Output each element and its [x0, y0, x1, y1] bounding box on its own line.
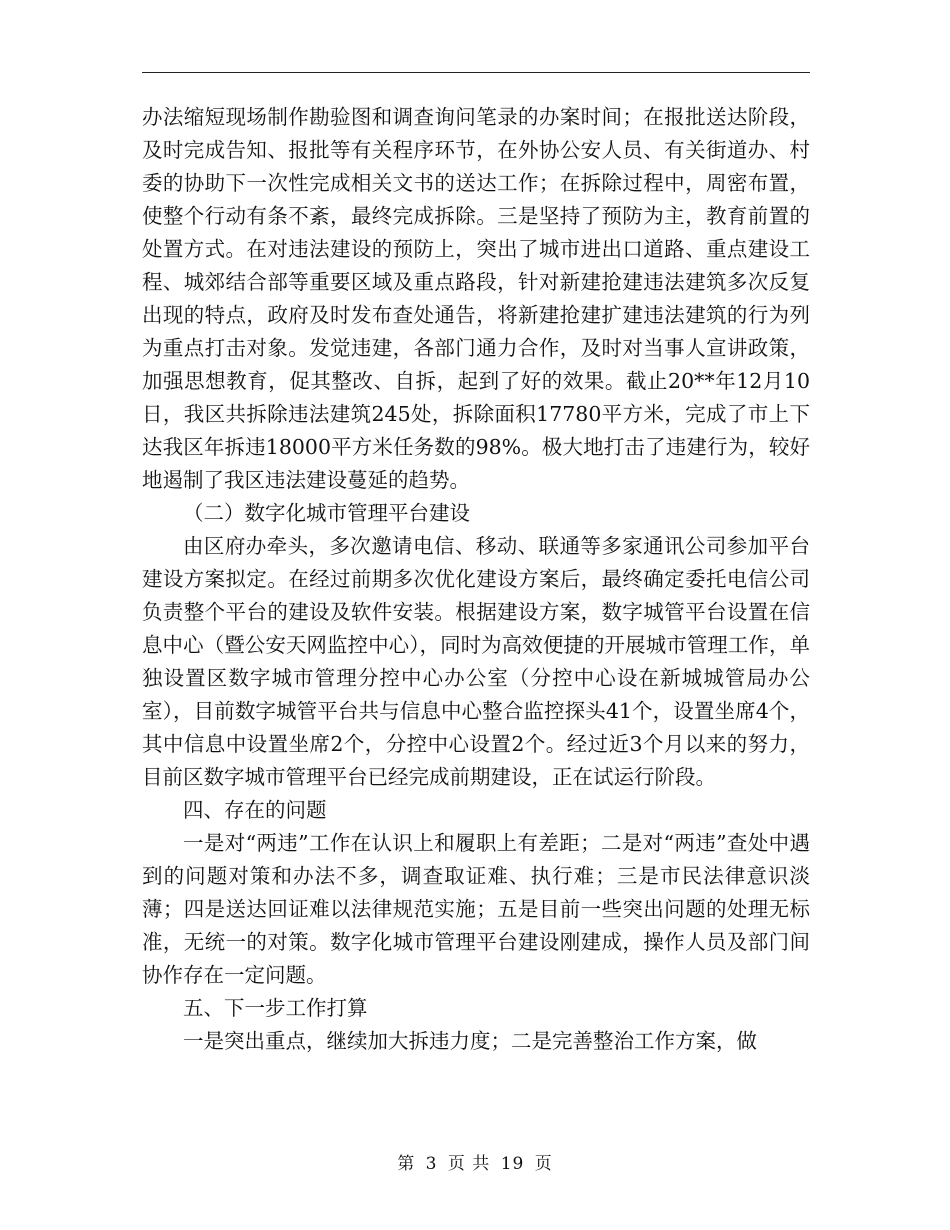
footer-middle: 页 共: [447, 1154, 491, 1174]
page-footer: [0, 1153, 950, 1175]
footer-suffix: 页: [534, 1154, 553, 1174]
footer-page-number: 3: [425, 1154, 438, 1174]
footer-total-pages: 19: [500, 1154, 525, 1174]
footer-prefix: 第: [397, 1154, 416, 1174]
document-body: [142, 101, 810, 1058]
paragraph-next-steps: 一是突出重点，继续加大拆违力度；二是完善整治工作方案，做: [183, 1029, 757, 1053]
paragraph-digital-platform: 由区府办牵头，多次邀请电信、移动、联通等多家通讯公司参加平台建设方案拟定。在经过前期多次优化建设方案后，最终确定委托电信公司负责整个平台的建设及软件安装。根据建设方案，数字城管平台设置在信息中心（暨公安天网监控中心），同时为高效便捷的开展城市管理工作，单独设置区数字城市管理分控中心办公室（分控中心设在新城城管局办公室），目前数字城管平台共与信息中心整合监控探头41个，设置坐席4个，其中信息中设置坐席2个，分控中心设置2个。经过近3个月以来的努力，目前区数字城市管理平台已经完成前期建设，正在试运行阶段。: [142, 534, 810, 789]
section-heading-problems: 四、存在的问题: [183, 798, 327, 822]
section-heading-digital-platform: （二）数字化城市管理平台建设: [183, 501, 470, 525]
section-heading-next-steps: 五、下一步工作打算: [183, 996, 368, 1020]
paragraph-problems: 一是对“两违”工作在认识上和履职上有差距；二是对“两违”查处中遇到的问题对策和办法不多，调查取证难、执行难；三是市民法律意识淡薄；四是送达回证难以法律规范实施；五是目前一些突出问题的处理无标准，无统一的对策。数字化城市管理平台建设刚建成，操作人员及部门间协作存在一定问题。: [142, 831, 810, 987]
header-rule: [142, 72, 810, 73]
paragraph-demolition-continued: 办法缩短现场制作勘验图和调查询问笔录的办案时间；在报批送达阶段，及时完成告知、报批等有关程序环节，在外协公安人员、有关街道办、村委的协助下一次性完成相关文书的送达工作；在拆除过程中，周密布置，使整个行动有条不紊，最终完成拆除。三是坚持了预防为主，教育前置的处置方式。在对违法建设的预防上，突出了城市进出口道路、重点建设工程、城郊结合部等重要区域及重点路段，针对新建抢建违法建筑多次反复出现的特点，政府及时发布查处通告，将新建抢建扩建违法建筑的行为列为重点打击对象。发觉违建，各部门通力合作，及时对当事人宣讲政策，加强思想教育，促其整改、自拆，起到了好的效果。截止20**年12月10日，我区共拆除违法建筑245处，拆除面积17780平方米，完成了市上下达我区年拆违18000平方米任务数的98%。极大地打击了违建行为，较好地遏制了我区违法建设蔓延的趋势。: [142, 105, 810, 492]
